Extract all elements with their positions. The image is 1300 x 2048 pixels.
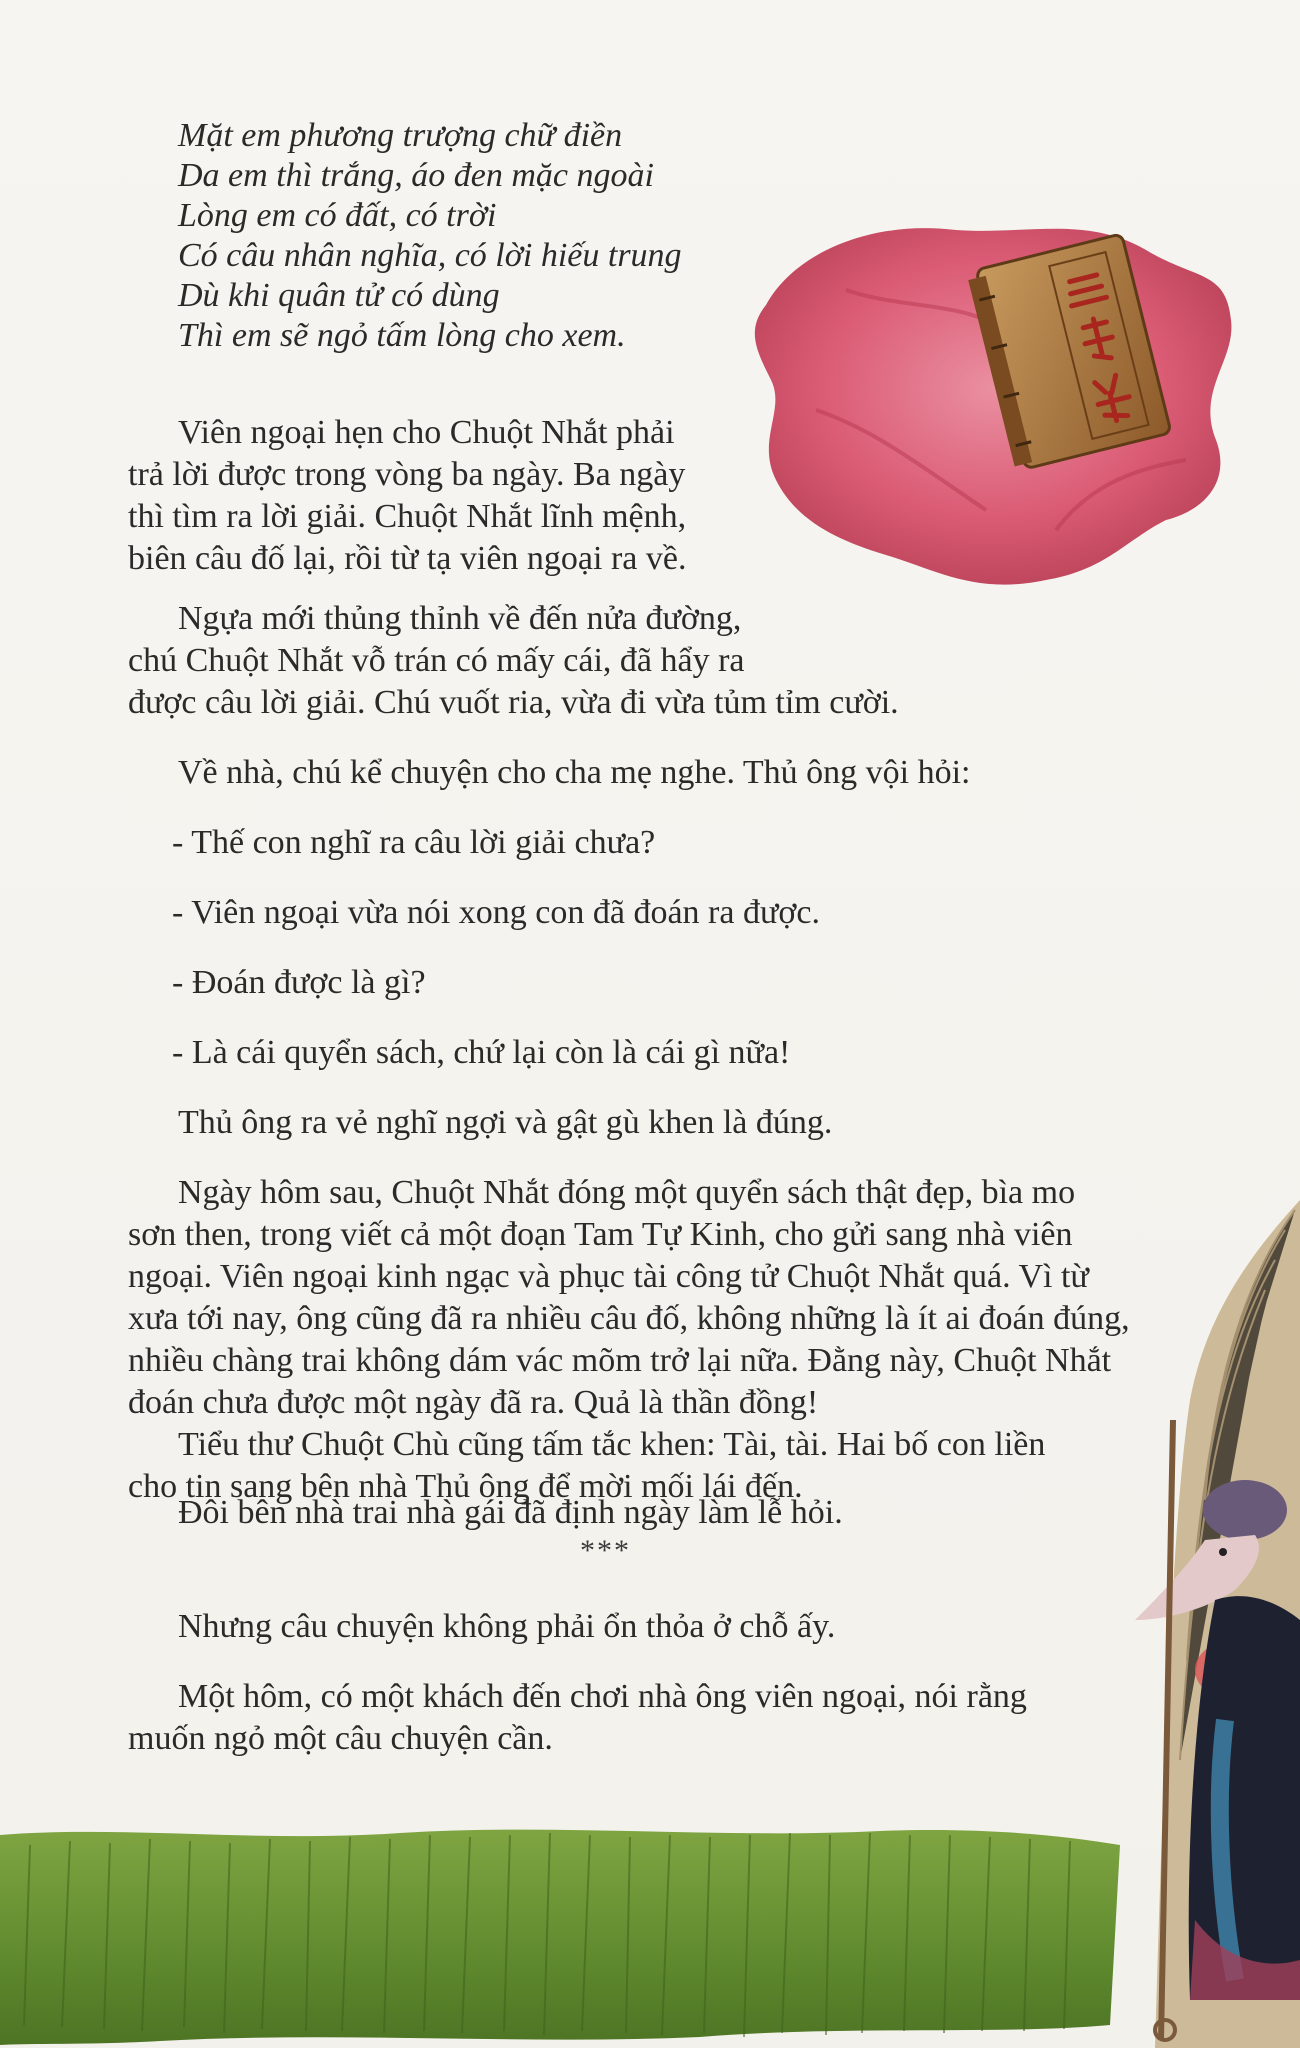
text-line: muốn ngỏ một câu chuyện cần. [128,1720,553,1757]
poem-line: Thì em sẽ ngỏ tấm lòng cho xem. [178,317,626,354]
dialogue-line: - Đoán được là gì? [172,964,426,1001]
grass-illustration [0,1805,1130,2048]
dialogue-line: - Viên ngoại vừa nói xong con đã đoán ra được. [172,894,820,931]
text-line: Tiểu thư Chuột Chù cũng tấm tắc khen: Tài, tài. Hai bố con liền [178,1426,1046,1463]
paragraph-2 [128,598,899,724]
paragraph-3: Về nhà, chú kể chuyện cho cha mẹ nghe. Thủ ông vội hỏi: [178,754,971,791]
text-line: chú Chuột Nhắt vỗ trán có mấy cái, đã hẩy ra [128,642,745,679]
paragraph-1 [128,412,687,580]
poem-line: Dù khi quân tử có dùng [178,277,500,314]
paragraph-8: Nhưng câu chuyện không phải ổn thỏa ở chỗ ấy. [178,1608,836,1645]
text-line: xưa tới nay, ông cũng đã ra nhiều câu đố, không những là ít ai đoán đúng, [128,1300,1130,1337]
text-line: đoán chưa được một ngày đã ra. Quả là thần đồng! [128,1384,819,1421]
poem-line: Có câu nhân nghĩa, có lời hiếu trung [178,237,682,274]
poem-line: Da em thì trắng, áo đen mặc ngoài [178,157,654,194]
text-line: trả lời được trong vòng ba ngày. Ba ngày [128,456,686,493]
poem-line: Mặt em phương trượng chữ điền [178,117,623,154]
paragraph-7: Đôi bên nhà trai nhà gái đã định ngày làm lễ hỏi. [178,1494,843,1531]
text-line: cho tin sang bên nhà Thủ ông để mời mối lái đến. [128,1468,803,1505]
text-line: biên câu đố lại, rồi từ tạ viên ngoại ra về. [128,540,687,577]
text-line: Viên ngoại hẹn cho Chuột Nhắt phải [178,414,675,451]
text-line: Một hôm, có một khách đến chơi nhà ông viên ngoại, nói rằng [178,1678,1027,1715]
dialogue-line: - Là cái quyển sách, chứ lại còn là cái gì nữa! [172,1034,791,1071]
text-line: nhiều chàng trai không dám vác mõm trở lại nữa. Đằng này, Chuột Nhắt [128,1342,1112,1379]
text-line: sơn then, trong viết cả một đoạn Tam Tự Kinh, cho gửi sang nhà viên [128,1216,1073,1253]
mouse-lady-illustration [1095,1200,1300,2048]
poem-line: Lòng em có đất, có trời [178,197,497,234]
text-line: được câu lời giải. Chú vuốt ria, vừa đi vừa tủm tỉm cười. [128,684,899,721]
paragraph-5 [128,1172,1130,1424]
section-separator: *** [580,1534,631,1567]
poem [178,116,738,356]
paragraph-9 [128,1676,1027,1760]
paragraph-4: Thủ ông ra vẻ nghĩ ngợi và gật gù khen là đúng. [178,1104,833,1141]
text-line: Ngựa mới thủng thỉnh về đến nửa đường, [178,600,742,637]
text-line: Ngày hôm sau, Chuột Nhắt đóng một quyển sách thật đẹp, bìa mo [178,1174,1076,1211]
text-line: ngoại. Viên ngoại kinh ngạc và phục tài công tử Chuột Nhắt quá. Vì từ [128,1258,1089,1295]
dialogue-line: - Thế con nghĩ ra câu lời giải chưa? [172,824,656,861]
text-line: thì tìm ra lời giải. Chuột Nhắt lĩnh mệnh, [128,498,687,535]
book-on-cloth-illustration [726,210,1246,600]
